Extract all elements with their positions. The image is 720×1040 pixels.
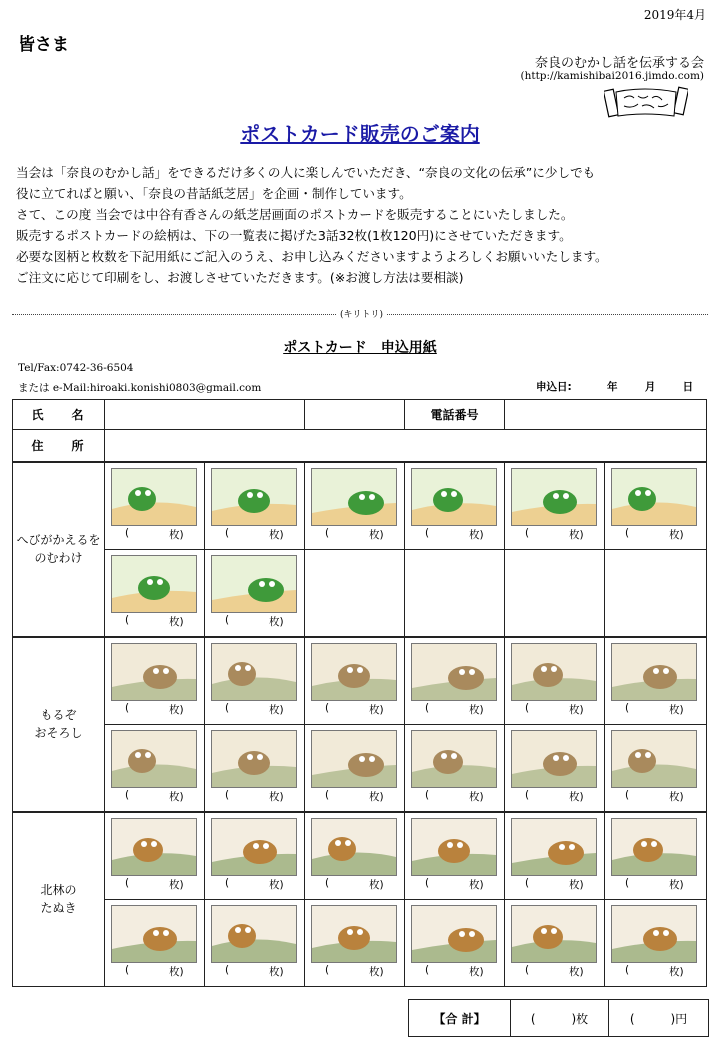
postcard-cell[interactable]: [605, 899, 707, 986]
count-open-paren: (: [125, 963, 130, 976]
postcard-image: [211, 730, 297, 788]
count-unit: 枚): [369, 965, 384, 978]
count-open-paren: (: [525, 788, 530, 801]
postcard-cell[interactable]: [505, 462, 605, 550]
count-unit: 枚): [369, 703, 384, 716]
postcard-cell[interactable]: [405, 812, 505, 900]
count-open-paren: (: [225, 613, 230, 626]
postcard-image: [311, 643, 397, 701]
form-title: ポストカード 申込用紙: [283, 340, 437, 356]
postcard-cell[interactable]: [505, 812, 605, 900]
postcard-cell[interactable]: [605, 637, 707, 725]
count-open-paren: (: [425, 526, 430, 539]
count-unit: 枚): [569, 703, 584, 716]
postcard-cell[interactable]: [305, 724, 405, 812]
postcard-cell[interactable]: [605, 462, 707, 550]
postcard-image: [211, 818, 297, 876]
count-unit: 枚): [269, 615, 284, 628]
postcard-cell[interactable]: [205, 812, 305, 900]
postcard-cell[interactable]: [405, 462, 505, 550]
count-unit: 枚): [469, 528, 484, 541]
count-open-paren: (: [325, 788, 330, 801]
count-open-paren: (: [525, 963, 530, 976]
count-open-paren: (: [125, 876, 130, 889]
postcard-image: [411, 468, 497, 526]
postcard-image: [611, 818, 697, 876]
postcard-image: [111, 468, 197, 526]
count-open-paren: (: [525, 876, 530, 889]
count-unit: 枚): [669, 790, 684, 803]
address-field[interactable]: [105, 430, 707, 462]
organization-logo: [604, 84, 688, 120]
empty-cell: [505, 549, 605, 637]
count-open-paren: (: [225, 788, 230, 801]
postcard-cell[interactable]: [505, 724, 605, 812]
count-open-paren: (: [125, 788, 130, 801]
postcard-image: [311, 818, 397, 876]
count-unit: 枚): [169, 528, 184, 541]
postcard-cell[interactable]: [605, 724, 707, 812]
postcard-cell[interactable]: [505, 637, 605, 725]
count-open-paren: (: [125, 701, 130, 714]
count-open-paren: (: [425, 876, 430, 889]
count-open-paren: (: [325, 526, 330, 539]
postcard-image: [611, 905, 697, 963]
count-unit: 枚): [269, 965, 284, 978]
count-unit: 枚): [369, 528, 384, 541]
count-unit: 枚): [669, 528, 684, 541]
total-label: 【合 計】: [409, 1000, 511, 1037]
postcard-image: [111, 555, 197, 613]
story-title-line: 北林の: [40, 883, 77, 897]
postcard-cell[interactable]: [405, 724, 505, 812]
body-line: 必要な図柄と枚数を下記用紙にご記入のうえ、お申し込みくださいますようよろしくお願いいたします。: [16, 249, 608, 264]
count-unit: 枚): [669, 703, 684, 716]
count-open-paren: (: [525, 526, 530, 539]
story-title: [13, 812, 105, 987]
count-open-paren: (: [225, 963, 230, 976]
count-unit: 枚): [669, 878, 684, 891]
count-unit: 枚): [269, 703, 284, 716]
count-open-paren: (: [125, 613, 130, 626]
body-line: ご注文に応じて印刷をし、お渡しさせていただきます。(※お渡し方法は要相談): [16, 270, 464, 285]
application-date: [536, 379, 693, 394]
postcard-cell[interactable]: [605, 812, 707, 900]
body-line: 役に立てればと願い、「奈良の昔話紙芝居」を企画・制作しています。: [16, 186, 412, 201]
count-open-paren: (: [625, 963, 630, 976]
postcard-image: [311, 730, 397, 788]
postcard-cell[interactable]: [105, 812, 205, 900]
count-open-paren: (: [625, 788, 630, 801]
empty-cell: [405, 549, 505, 637]
story-title-line: のむわけ: [34, 551, 83, 565]
story-title-line: おそろし: [34, 726, 83, 740]
story-title: [13, 462, 105, 637]
count-unit: 枚): [369, 790, 384, 803]
count-unit: 枚): [469, 703, 484, 716]
phone-label: 電話番号: [405, 400, 505, 430]
phone-field[interactable]: [505, 400, 707, 430]
month-label: 月: [644, 381, 656, 393]
count-open-paren: (: [325, 876, 330, 889]
postcard-image: [411, 643, 497, 701]
page-title: ポストカード販売のご案内: [240, 122, 480, 146]
body-line: 当会は「奈良のむかし話」をできるだけ多くの人に楽しんでいただき、“奈良の文化の伝承”に少しでも: [16, 165, 596, 180]
postcard-image: [411, 730, 497, 788]
count-open-paren: (: [625, 526, 630, 539]
postcard-image: [111, 905, 197, 963]
introduction-text: [16, 162, 706, 288]
count-unit: 枚): [269, 528, 284, 541]
count-unit: 枚): [469, 790, 484, 803]
contact-tel: Tel/Fax:0742-36-6504: [18, 362, 134, 374]
count-unit: 枚): [569, 878, 584, 891]
postcard-cell[interactable]: [105, 724, 205, 812]
postcard-cell[interactable]: [305, 812, 405, 900]
postcard-image: [311, 905, 397, 963]
issue-date: 2019年4月: [643, 8, 706, 22]
count-unit: 枚): [469, 878, 484, 891]
postcard-cell[interactable]: [105, 899, 205, 986]
contact-email[interactable]: または e-Mail:hiroaki.konishi0803@gmail.com: [18, 382, 262, 394]
story-title-line: たぬき: [40, 901, 77, 915]
name-field[interactable]: [105, 400, 305, 430]
postcard-cell[interactable]: [205, 637, 305, 725]
count-open-paren: (: [425, 701, 430, 714]
postcard-cell[interactable]: [205, 724, 305, 812]
postcard-image: [611, 643, 697, 701]
count-unit: 枚): [169, 878, 184, 891]
count-unit: 枚): [169, 965, 184, 978]
count-open-paren: (: [225, 526, 230, 539]
postcard-image: [211, 555, 297, 613]
body-line: さて、この度 当会では中谷有香さんの紙芝居画面のポストカードを販売することにいたしました。: [16, 207, 574, 222]
organization-url[interactable]: (http://kamishibai2016.jimdo.com): [520, 70, 704, 82]
empty-cell: [305, 549, 405, 637]
postcard-image: [511, 905, 597, 963]
date-label: 申込日:: [536, 381, 572, 393]
empty-cell: [605, 549, 707, 637]
count-unit: 枚): [169, 790, 184, 803]
postcard-image: [111, 643, 197, 701]
postcard-image: [311, 468, 397, 526]
postcard-image: [411, 818, 497, 876]
count-unit: 枚): [469, 965, 484, 978]
count-unit: 枚): [669, 965, 684, 978]
postcard-cell[interactable]: [205, 462, 305, 550]
name-label: 氏 名: [13, 400, 105, 430]
total-yen-field[interactable]: ( )円: [609, 1000, 709, 1037]
story-title: [13, 637, 105, 812]
count-open-paren: (: [325, 963, 330, 976]
postcard-cell[interactable]: [205, 549, 305, 637]
postcard-image: [111, 730, 197, 788]
postcard-image: [211, 905, 297, 963]
count-open-paren: (: [425, 963, 430, 976]
year-label: 年: [607, 381, 618, 393]
postcard-cell[interactable]: [105, 549, 205, 637]
count-open-paren: (: [125, 526, 130, 539]
postcard-image: [511, 730, 597, 788]
body-line: 販売するポストカードの絵柄は、下の一覧表に掲げた3話32枚(1枚120円)にさせていただきます。: [16, 228, 572, 243]
count-unit: 枚): [569, 965, 584, 978]
postcard-image: [611, 468, 697, 526]
postcard-image: [611, 730, 697, 788]
salutation: 皆さま: [18, 35, 69, 55]
count-open-paren: (: [625, 701, 630, 714]
postcard-cell[interactable]: [305, 462, 405, 550]
postcard-image: [211, 468, 297, 526]
postcard-cell[interactable]: [305, 637, 405, 725]
postcard-cell[interactable]: [105, 637, 205, 725]
story-title-line: もるぞ: [40, 708, 77, 722]
story-title-line: へびがかえるを: [16, 533, 101, 547]
count-unit: 枚): [269, 878, 284, 891]
postcard-cell[interactable]: [405, 637, 505, 725]
count-open-paren: (: [625, 876, 630, 889]
postcard-image: [411, 905, 497, 963]
count-open-paren: (: [525, 701, 530, 714]
postcard-image: [511, 468, 597, 526]
count-unit: 枚): [569, 528, 584, 541]
postcard-cell[interactable]: [105, 462, 205, 550]
organization-name: 奈良のむかし話を伝承する会: [534, 56, 704, 71]
postcard-cell[interactable]: [305, 899, 405, 986]
order-form: [12, 399, 707, 987]
address-label: 住 所: [13, 430, 105, 462]
day-label: 日: [682, 381, 694, 393]
postcard-image: [511, 643, 597, 701]
postcard-image: [511, 818, 597, 876]
count-unit: 枚): [369, 878, 384, 891]
count-unit: 枚): [269, 790, 284, 803]
count-open-paren: (: [225, 876, 230, 889]
count-open-paren: (: [325, 701, 330, 714]
count-unit: 枚): [569, 790, 584, 803]
count-unit: 枚): [169, 703, 184, 716]
cut-label: (キリトリ): [336, 307, 387, 320]
count-open-paren: (: [225, 701, 230, 714]
postcard-cell[interactable]: [405, 899, 505, 986]
total-table: [408, 999, 709, 1037]
count-open-paren: (: [425, 788, 430, 801]
total-sheets-field[interactable]: ( )枚: [511, 1000, 609, 1037]
postcard-cell[interactable]: [505, 899, 605, 986]
postcard-cell[interactable]: [205, 899, 305, 986]
postcard-image: [111, 818, 197, 876]
count-unit: 枚): [169, 615, 184, 628]
postcard-image: [211, 643, 297, 701]
